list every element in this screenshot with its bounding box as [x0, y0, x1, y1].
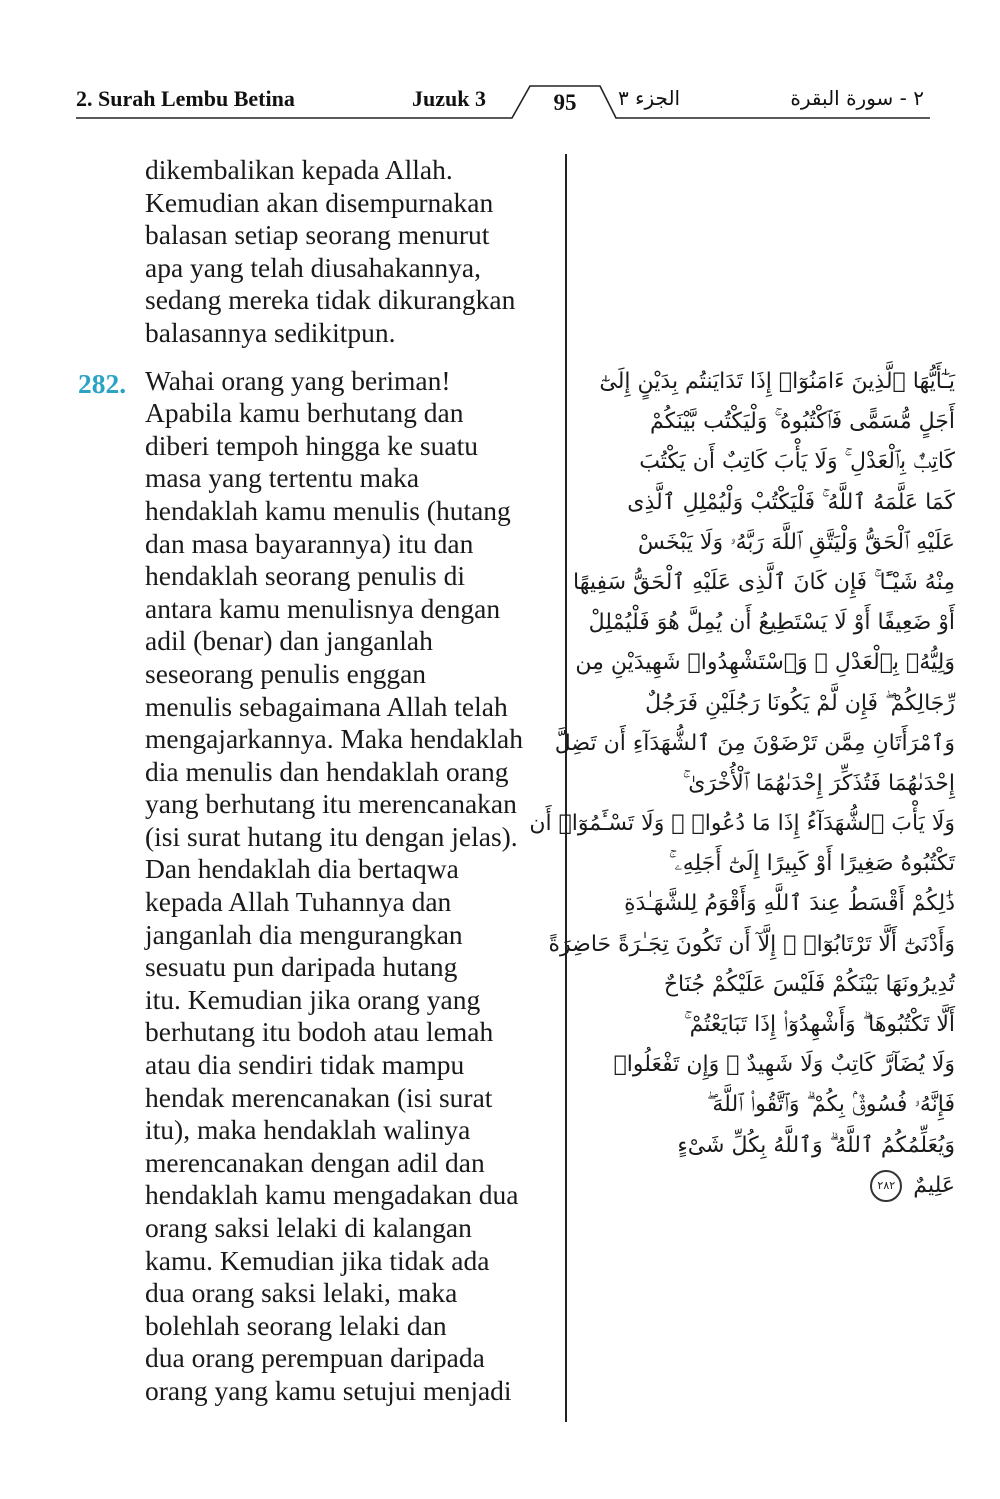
text-line: Apabila kamu berhutang dan — [145, 397, 464, 429]
ayah-end-marker: ٢٨٢ — [870, 1170, 902, 1202]
arabic-line: إِحْدَىٰهُمَا فَتُذَكِّرَ إِحْدَىٰهُمَا ٱلْأُخْرَىٰ ۚ — [682, 770, 955, 796]
surah-title-latin: 2. Surah Lembu Betina — [76, 86, 295, 111]
arabic-line: رِّجَالِكُمْ ۖ فَإِن لَّمْ يَكُونَا رَجُلَيْنِ فَرَجُلٌ — [645, 690, 955, 716]
text-line: (isi surat hutang itu dengan jelas). — [145, 820, 518, 852]
text-line: hendaklah kamu mengadakan dua — [145, 1179, 519, 1211]
text-line: sesuatu pun daripada hutang — [145, 951, 458, 983]
arabic-line: عَلَيْهِ ٱلْحَقُّ وَلْيَتَّقِ ٱللَّهَ رَبَّهُۥ وَلَا يَبْخَسْ — [637, 529, 955, 555]
text-line: dikembalikan kepada Allah. — [145, 154, 453, 185]
verse-number: 282. — [78, 368, 127, 399]
text-line: apa yang telah diusahakannya, — [145, 251, 481, 283]
arabic-line: وَلِيُّهُۥ بِٱلْعَدْلِ ۚ وَٱسْتَشْهِدُوا۟ شَهِيدَيْنِ مِن — [575, 650, 955, 676]
text-line: antara kamu menulisnya dengan — [145, 592, 501, 624]
text-line: itu. Kemudian jika orang yang — [145, 983, 481, 1015]
translation-column — [145, 154, 557, 1408]
text-line: Wahai orang yang beriman! — [145, 364, 451, 396]
arabic-line: مِنْهُ شَيْـًٔا ۚ فَإِن كَانَ ٱلَّذِى عَلَيْهِ ٱلْحَقُّ سَفِيهًا — [573, 569, 955, 595]
verse-translation — [145, 365, 557, 1408]
text-line: Dan hendaklah dia bertaqwa — [145, 853, 459, 885]
page-number: 95 — [553, 90, 577, 115]
text-line: orang saksi lelaki di kalangan — [145, 1212, 472, 1243]
text-line: adil (benar) dan janganlah — [145, 625, 433, 657]
arabic-line: أَوْ ضَعِيفًا أَوْ لَا يَسْتَطِيعُ أَن يُمِلَّ هُوَ فَلْيُمْلِلْ — [588, 610, 955, 636]
column-divider — [565, 154, 567, 1422]
text-line: sedang mereka tidak dikurangkan — [145, 284, 516, 316]
juz-label-latin: Juzuk 3 — [412, 86, 486, 111]
text-line: balasan setiap seorang menurut — [145, 219, 490, 251]
continuation-text — [145, 154, 557, 350]
text-line: dia menulis dan hendaklah orang — [145, 755, 509, 787]
text-line: dua orang saksi lelaki, maka — [145, 1277, 458, 1309]
text-line: balasannya sedikitpun. — [145, 316, 396, 348]
text-line: atau dia sendiri tidak mampu — [145, 1049, 465, 1081]
text-line: bolehlah seorang lelaki dan — [145, 1309, 447, 1341]
text-line: Kemudian akan disempurnakan — [145, 186, 494, 218]
arabic-line: أَجَلٍ مُّسَمًّى فَٱكْتُبُوهُ ۚ وَلْيَكْتُب بَّيْنَكُمْ — [649, 409, 955, 435]
arabic-line: كَاتِبٌۢ بِٱلْعَدْلِ ۚ وَلَا يَأْبَ كَاتِبٌ أَن يَكْتُبَ — [639, 449, 955, 475]
arabic-line: كَمَا عَلَّمَهُ ٱللَّهُ ۚ فَلْيَكْتُبْ وَلْيُمْلِلِ ٱلَّذِى — [627, 489, 955, 515]
arabic-line: فَإِنَّهُۥ فُسُوقٌۢ بِكُمْ ۗ وَٱتَّقُوا۟ ٱللَّهَ ۖ — [706, 1092, 955, 1118]
surah-title-arabic: ٢ - سورة البقرة — [790, 86, 924, 110]
arabic-line: وَلَا يَأْبَ ٱلشُّهَدَآءُ إِذَا مَا دُعُوا۟ ۚ وَلَا تَسْـَٔمُوٓا۟ أَن — [529, 811, 955, 837]
text-line: merencanakan dengan adil dan — [145, 1146, 485, 1178]
arabic-line: وَلَا يُضَآرَّ كَاتِبٌ وَلَا شَهِيدٌ ۚ وَإِن تَفْعَلُوا۟ — [613, 1052, 955, 1078]
text-line: itu), maka hendaklah walinya — [145, 1114, 471, 1146]
text-line: kamu. Kemudian jika tidak ada — [145, 1244, 490, 1276]
text-line: diberi tempoh hingga ke suatu — [145, 429, 478, 461]
arabic-line: وَٱمْرَأَتَانِ مِمَّن تَرْضَوْنَ مِنَ ٱلشُّهَدَآءِ أَن تَضِلَّ — [554, 730, 955, 756]
arabic-text-column — [529, 362, 955, 1206]
text-line: dan masa bayarannya) itu dan — [145, 527, 474, 559]
text-line: masa yang tertentu maka — [145, 462, 420, 494]
text-line: menulis sebagaimana Allah telah — [145, 690, 508, 722]
arabic-line: عَلِيمٌ ٢٨٢ — [585, 1166, 955, 1206]
text-line: kepada Allah Tuhannya dan — [145, 886, 452, 918]
arabic-line: يَـٰٓأَيُّهَا ٱلَّذِينَ ءَامَنُوٓا۟ إِذَا تَدَايَنتُم بِدَيْنٍ إِلَىٰٓ — [599, 369, 955, 394]
arabic-line: ذَٰلِكُمْ أَقْسَطُ عِندَ ٱللَّهِ وَأَقْوَمُ لِلشَّهَـٰدَةِ — [624, 891, 955, 917]
arabic-line: أَلَّا تَكْتُبُوهَا ۗ وَأَشْهِدُوٓا۟ إِذَا تَبَايَعْتُمْ ۚ — [684, 1012, 955, 1037]
text-line: orang yang kamu setujui menjadi — [145, 1374, 512, 1406]
juz-label-arabic: الجزء ٣ — [618, 86, 681, 110]
text-line: berhutang itu bodoh atau lemah — [145, 1016, 494, 1048]
text-line: yang berhutang itu merencanakan — [145, 788, 517, 820]
text-line: mengajarkannya. Maka hendaklah — [145, 723, 523, 755]
text-line: hendaklah seorang penulis di — [145, 560, 465, 592]
text-line: hendaklah kamu menulis (hutang — [145, 494, 511, 526]
arabic-line: وَأَدْنَىٰٓ أَلَّا تَرْتَابُوٓا۟ ۖ إِلَّآ أَن تَكُونَ تِجَـٰرَةً حَاضِرَةً — [548, 931, 955, 957]
text-line: dua orang perempuan daripada — [145, 1342, 485, 1374]
arabic-line: وَيُعَلِّمُكُمُ ٱللَّهُ ۗ وَٱللَّهُ بِكُلِّ شَىْءٍ — [677, 1132, 955, 1158]
text-line: janganlah dia mengurangkan — [145, 918, 463, 950]
arabic-line: تَكْتُبُوهُ صَغِيرًا أَوْ كَبِيرًا إِلَىٰٓ أَجَلِهِۦ ۚ — [668, 851, 955, 877]
arabic-line: تُدِيرُونَهَا بَيْنَكُمْ فَلَيْسَ عَلَيْكُمْ جُنَاحٌ — [663, 971, 955, 997]
text-line: hendak merencanakan (isi surat — [145, 1081, 493, 1113]
text-line: seseorang penulis enggan — [145, 657, 427, 689]
